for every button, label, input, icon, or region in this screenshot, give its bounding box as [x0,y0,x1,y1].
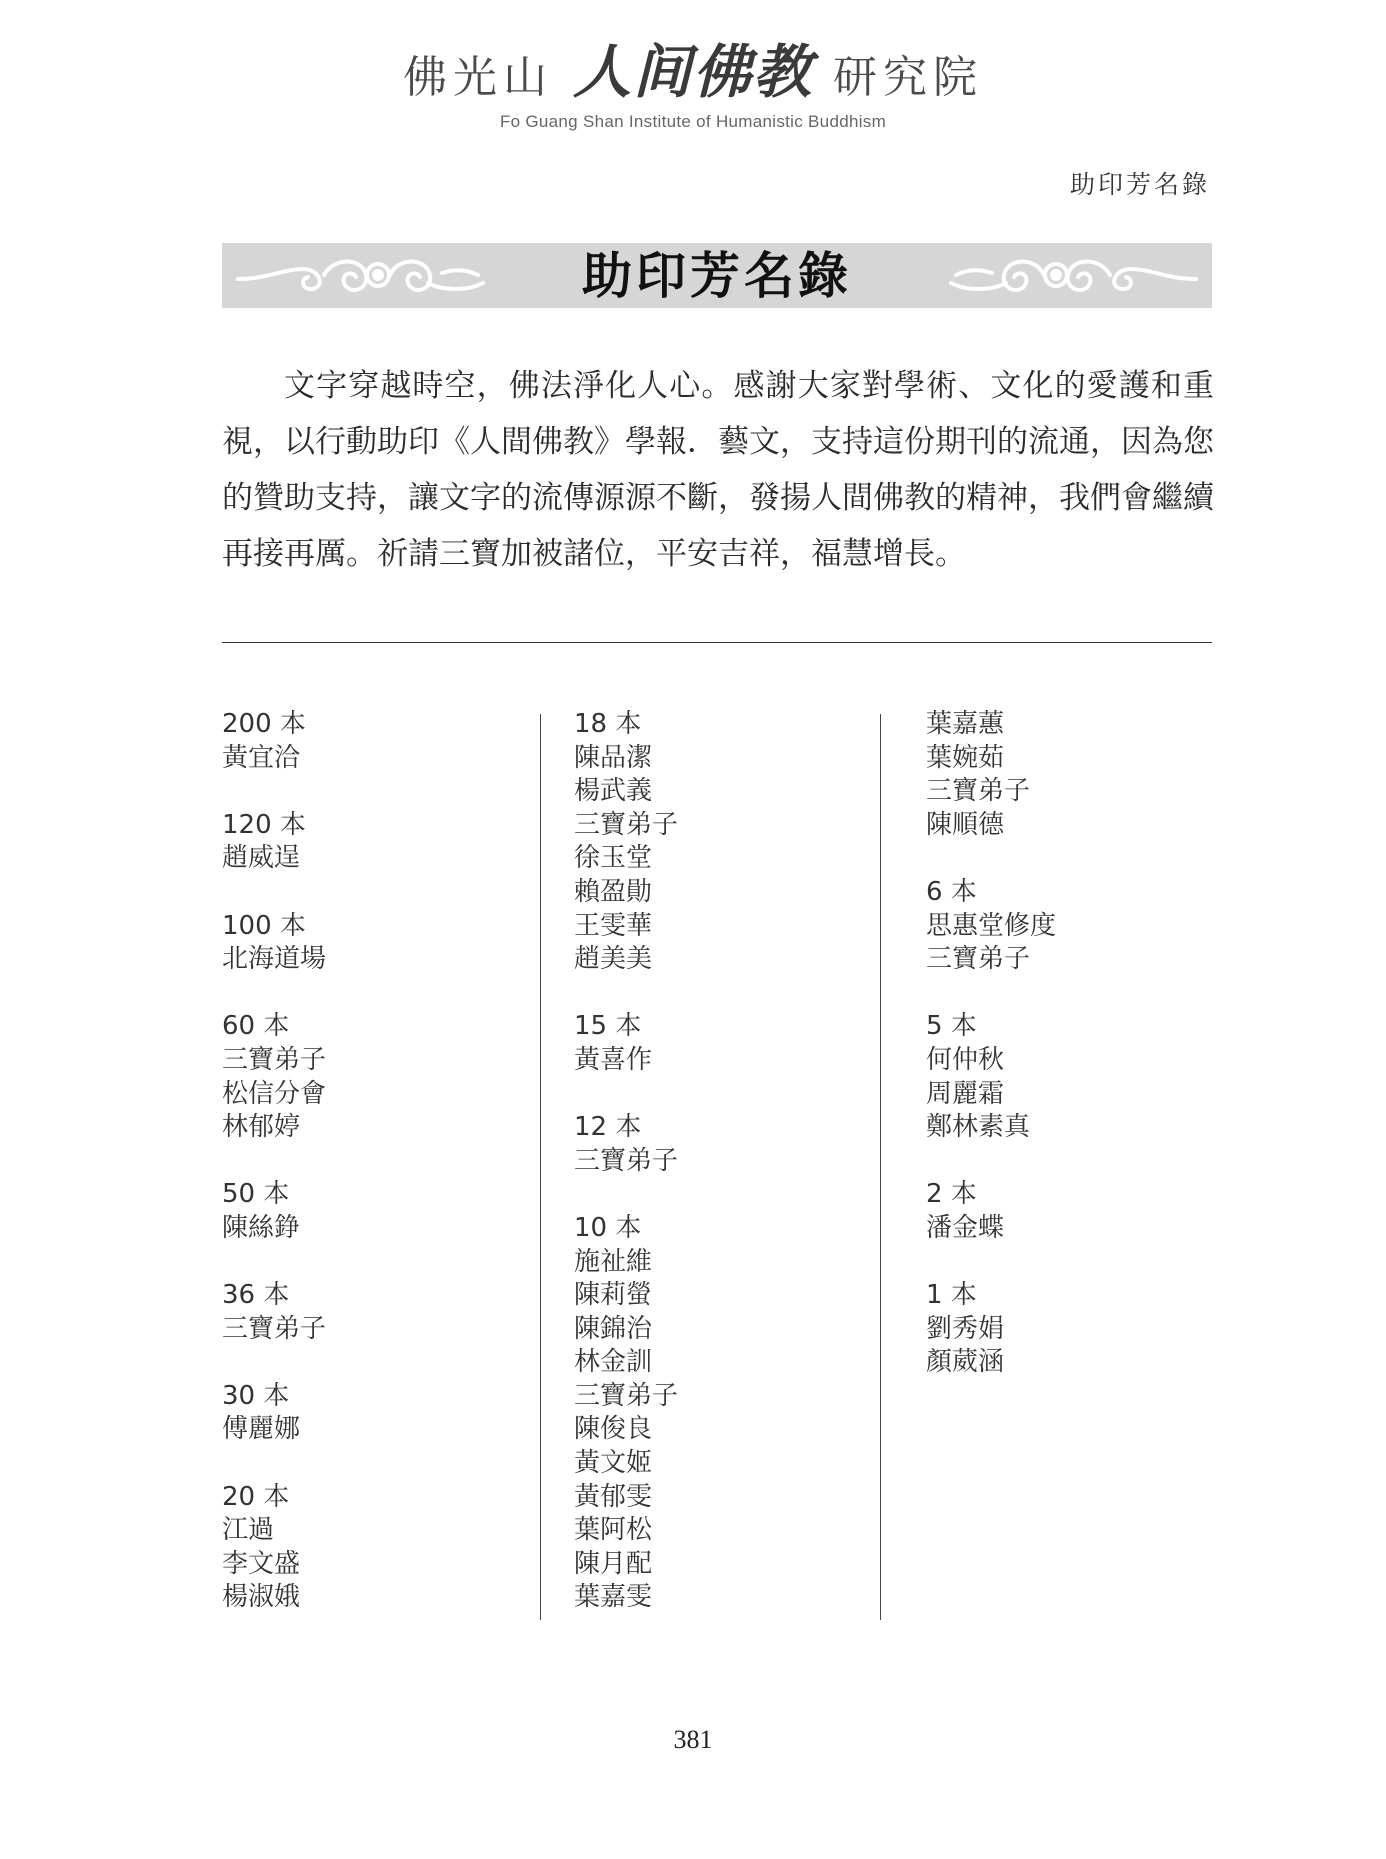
scroll-ornament-right-icon [946,243,1206,308]
donation-amount: 10 本 [574,1212,642,1243]
donor-group [222,1380,532,1447]
donor-name: 三寶弟子 [926,776,1031,807]
donation-amount: 1 本 [926,1280,977,1311]
donor-column-1 [222,708,532,1649]
donor-name: 陳莉螢 [574,1280,653,1311]
donor-name: 三寶弟子 [574,1380,679,1411]
donation-amount: 20 本 [222,1481,290,1512]
logo-left-text: 佛光山 [402,52,553,103]
donor-group [222,1010,532,1144]
donor-group [574,708,884,977]
donor-name: 江過 [222,1515,275,1546]
donor-column-3 [926,708,1236,1413]
donor-name: 楊武義 [574,776,653,807]
logo-english: Fo Guang Shan Institute of Humanistic Buddhism [499,112,887,131]
donor-name: 黃郁雯 [574,1481,653,1512]
donor-group [222,1481,532,1615]
donor-group [926,876,1236,977]
column-divider-2 [880,714,881,1620]
title-band [222,243,1212,308]
donor-group [926,1279,1236,1380]
donor-name: 陳順德 [926,809,1005,840]
donor-name: 劉秀娟 [926,1313,1005,1344]
donor-name: 趙美美 [574,944,653,975]
donation-amount: 100 本 [222,910,306,941]
logo-calligraphy: 人间佛教 [572,38,813,106]
donor-name: 何仲秋 [926,1044,1005,1075]
scroll-ornament-left-icon [228,243,488,308]
institute-logo [0,38,1386,132]
donor-group [574,1111,884,1178]
donor-name: 陳錦治 [574,1313,653,1344]
donor-name: 三寶弟子 [926,944,1031,975]
donor-group [926,708,1236,842]
donor-name: 李文盛 [222,1548,301,1579]
donation-amount: 2 本 [926,1179,977,1210]
page-title: 助印芳名錄 [522,243,912,308]
donation-amount: 30 本 [222,1380,290,1411]
donor-name: 陳俊良 [574,1414,653,1445]
logo-chinese [0,38,1386,108]
donor-name: 王雯華 [574,910,653,941]
donor-name: 潘金蝶 [926,1212,1005,1243]
donor-name: 松信分會 [222,1078,327,1109]
donor-group [222,1279,532,1346]
donor-name: 陳絲錚 [222,1212,301,1243]
donor-group [926,1010,1236,1144]
section-divider [222,642,1212,643]
donor-name: 鄭林素真 [926,1112,1031,1143]
donor-name: 葉嘉蕙 [926,709,1005,739]
donation-amount: 18 本 [574,709,642,739]
donor-name: 陳月配 [574,1548,653,1579]
donor-name: 周麗霜 [926,1078,1005,1109]
donor-group [222,910,532,977]
donor-name: 陳品潔 [574,742,653,773]
donation-amount: 50 本 [222,1179,290,1210]
donor-group [574,1212,884,1615]
intro-paragraph: 文字穿越時空，佛法淨化人心。感謝大家對學術、文化的愛護和重視，以行動助印《人間佛教》學報．藝文，支持這份期刊的流通，因為您的贊助支持，讓文字的流傳源源不斷，發揚人間佛教的精神，我們會繼續再接再厲。祈請三寶加被諸位，平安吉祥，福慧增長。 [222,368,1214,572]
donor-name: 黃喜作 [574,1044,653,1075]
donation-amount: 120 本 [222,809,306,840]
donor-name: 黃文姬 [574,1448,653,1479]
page-number: 381 [673,1725,713,1754]
donor-name: 楊淑娥 [222,1582,301,1613]
donor-name: 徐玉堂 [574,843,653,874]
donor-name: 林金訓 [574,1347,653,1378]
donor-name: 葉阿松 [574,1515,653,1546]
donor-name: 葉婉茹 [926,742,1005,773]
donation-amount: 60 本 [222,1011,290,1042]
donor-name: 林郁婷 [222,1112,301,1143]
donor-name: 趙威逞 [222,843,301,874]
running-head: 助印芳名錄 [1069,170,1210,199]
donor-group [574,1010,884,1077]
donor-name: 黃宜洽 [222,742,301,773]
intro-text [222,358,1214,582]
logo-right-text: 研究院 [833,52,983,103]
donor-group [222,708,532,775]
donor-name: 三寶弟子 [222,1313,327,1344]
donor-name: 北海道場 [222,944,327,975]
donation-amount: 5 本 [926,1011,977,1042]
donor-name: 思惠堂修度 [926,910,1057,941]
donor-name: 三寶弟子 [574,809,679,840]
donation-amount: 200 本 [222,709,306,739]
donor-name: 三寶弟子 [222,1044,327,1075]
donation-amount: 36 本 [222,1280,290,1311]
donation-amount: 12 本 [574,1112,642,1143]
donor-name: 顏葳涵 [926,1347,1005,1378]
donor-group [222,1178,532,1245]
column-divider-1 [540,714,541,1620]
donor-group [926,1178,1236,1245]
donation-amount: 6 本 [926,876,977,907]
donor-list [222,708,1212,1618]
donor-name: 葉嘉雯 [574,1582,653,1613]
donation-amount: 15 本 [574,1011,642,1042]
donor-name: 三寶弟子 [574,1145,679,1176]
donor-name: 傅麗娜 [222,1414,301,1445]
donor-group [222,809,532,876]
donor-name: 賴盈勛 [574,876,653,907]
donor-column-2 [574,708,884,1649]
donor-name: 施祉維 [574,1246,653,1277]
